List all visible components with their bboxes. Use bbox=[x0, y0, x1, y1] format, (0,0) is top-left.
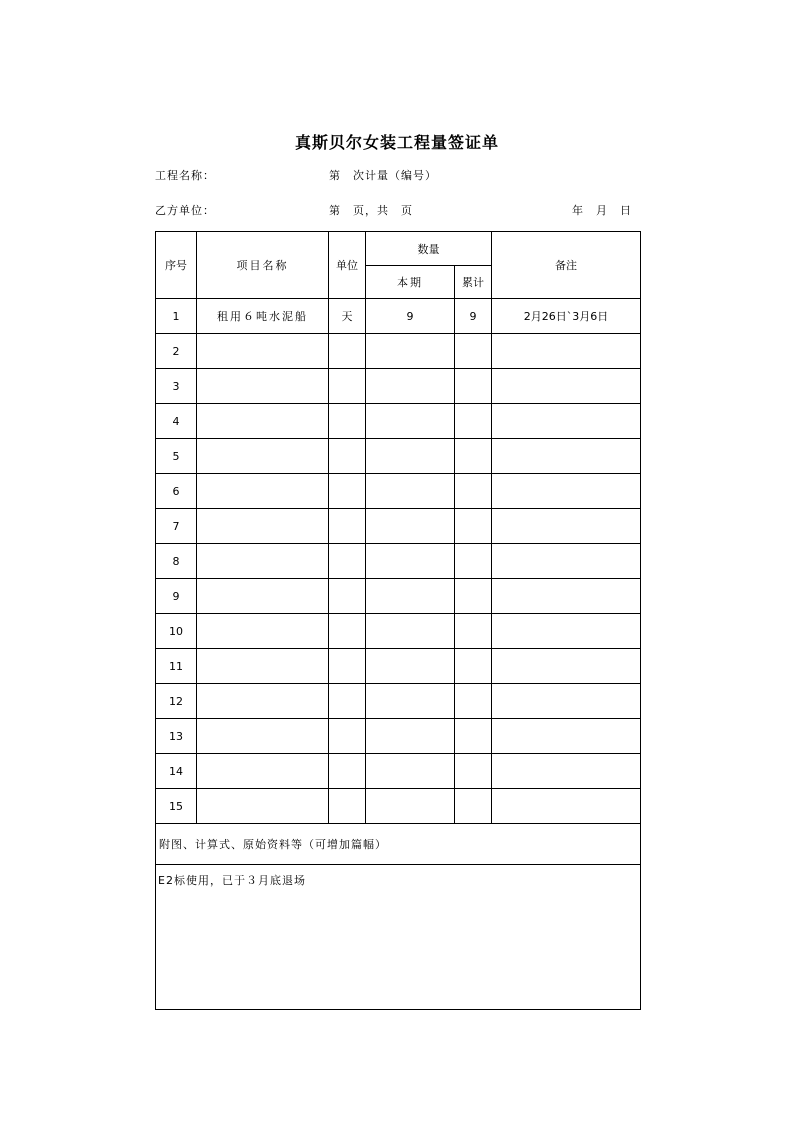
row-seq: 7 bbox=[156, 509, 197, 544]
row-unit bbox=[329, 439, 366, 474]
row-current bbox=[366, 684, 455, 719]
row-unit bbox=[329, 614, 366, 649]
table-row bbox=[156, 789, 641, 824]
row-item-name bbox=[197, 509, 329, 544]
row-unit bbox=[329, 789, 366, 824]
row-unit bbox=[329, 334, 366, 369]
row-unit bbox=[329, 754, 366, 789]
row-item-name bbox=[197, 649, 329, 684]
header-cumulative: 累计 bbox=[455, 266, 492, 299]
row-unit bbox=[329, 509, 366, 544]
header-item-name: 项目名称 bbox=[197, 232, 329, 299]
row-remarks: 2月26日`3月6日 bbox=[492, 299, 641, 334]
row-current bbox=[366, 404, 455, 439]
row-remarks bbox=[492, 404, 641, 439]
row-remarks bbox=[492, 334, 641, 369]
row-remarks bbox=[492, 614, 641, 649]
row-seq: 5 bbox=[156, 439, 197, 474]
row-item-name bbox=[197, 439, 329, 474]
row-seq: 9 bbox=[156, 579, 197, 614]
row-unit bbox=[329, 649, 366, 684]
row-current bbox=[366, 334, 455, 369]
table-row bbox=[156, 754, 641, 789]
project-name-label: 工程名称： bbox=[155, 169, 215, 182]
row-cumulative bbox=[455, 404, 492, 439]
row-cumulative: 9 bbox=[455, 299, 492, 334]
page-label: 第 页，共 页 bbox=[329, 204, 413, 217]
row-current: 9 bbox=[366, 299, 455, 334]
row-seq: 1 bbox=[156, 299, 197, 334]
row-current bbox=[366, 474, 455, 509]
row-item-name bbox=[197, 719, 329, 754]
row-cumulative bbox=[455, 474, 492, 509]
row-cumulative bbox=[455, 754, 492, 789]
row-cumulative bbox=[455, 579, 492, 614]
row-current bbox=[366, 439, 455, 474]
party-b-label: 乙方单位： bbox=[155, 204, 215, 217]
row-remarks bbox=[492, 719, 641, 754]
row-seq: 6 bbox=[156, 474, 197, 509]
table-row bbox=[156, 579, 641, 614]
row-cumulative bbox=[455, 439, 492, 474]
table-row bbox=[156, 299, 641, 334]
row-remarks bbox=[492, 439, 641, 474]
row-item-name: 租用６吨水泥船 bbox=[197, 299, 329, 334]
row-remarks bbox=[492, 544, 641, 579]
quantity-table bbox=[155, 231, 641, 1010]
row-seq: 11 bbox=[156, 649, 197, 684]
table-row bbox=[156, 334, 641, 369]
row-seq: 8 bbox=[156, 544, 197, 579]
row-remarks bbox=[492, 579, 641, 614]
row-unit bbox=[329, 579, 366, 614]
row-item-name bbox=[197, 614, 329, 649]
row-seq: 15 bbox=[156, 789, 197, 824]
header-current: 本期 bbox=[366, 266, 455, 299]
row-cumulative bbox=[455, 614, 492, 649]
row-current bbox=[366, 509, 455, 544]
header-remarks: 备注 bbox=[492, 232, 641, 299]
row-cumulative bbox=[455, 544, 492, 579]
row-cumulative bbox=[455, 789, 492, 824]
row-unit bbox=[329, 474, 366, 509]
attachments-row bbox=[156, 824, 641, 865]
row-seq: 10 bbox=[156, 614, 197, 649]
table-row bbox=[156, 474, 641, 509]
row-remarks bbox=[492, 754, 641, 789]
table-row bbox=[156, 649, 641, 684]
table-row bbox=[156, 684, 641, 719]
row-item-name bbox=[197, 754, 329, 789]
row-cumulative bbox=[455, 719, 492, 754]
row-seq: 4 bbox=[156, 404, 197, 439]
notes-row bbox=[156, 865, 641, 1010]
row-current bbox=[366, 649, 455, 684]
row-item-name bbox=[197, 369, 329, 404]
row-unit bbox=[329, 544, 366, 579]
table-row bbox=[156, 369, 641, 404]
row-item-name bbox=[197, 334, 329, 369]
document-title: 真斯贝尔女装工程量签证单 bbox=[294, 133, 499, 152]
row-cumulative bbox=[455, 684, 492, 719]
row-remarks bbox=[492, 509, 641, 544]
row-unit bbox=[329, 719, 366, 754]
row-cumulative bbox=[455, 369, 492, 404]
row-seq: 14 bbox=[156, 754, 197, 789]
row-remarks bbox=[492, 789, 641, 824]
row-item-name bbox=[197, 579, 329, 614]
row-remarks bbox=[492, 474, 641, 509]
attachments-label: 附图、计算式、原始资料等（可增加篇幅） bbox=[156, 824, 641, 865]
row-item-name bbox=[197, 789, 329, 824]
row-unit bbox=[329, 369, 366, 404]
row-item-name bbox=[197, 544, 329, 579]
table-row bbox=[156, 509, 641, 544]
row-current bbox=[366, 789, 455, 824]
row-remarks bbox=[492, 649, 641, 684]
header-seq: 序号 bbox=[156, 232, 197, 299]
row-seq: 12 bbox=[156, 684, 197, 719]
row-current bbox=[366, 614, 455, 649]
table-row bbox=[156, 404, 641, 439]
table-row bbox=[156, 544, 641, 579]
row-remarks bbox=[492, 369, 641, 404]
header-row bbox=[156, 232, 641, 266]
header-quantity: 数量 bbox=[366, 232, 492, 266]
calc-count-label: 第 次计量（编号） bbox=[329, 169, 437, 182]
row-seq: 3 bbox=[156, 369, 197, 404]
row-current bbox=[366, 579, 455, 614]
date-label: 年 月 日 bbox=[572, 204, 632, 217]
row-current bbox=[366, 754, 455, 789]
row-cumulative bbox=[455, 334, 492, 369]
row-current bbox=[366, 369, 455, 404]
row-remarks bbox=[492, 684, 641, 719]
row-item-name bbox=[197, 404, 329, 439]
row-unit bbox=[329, 404, 366, 439]
table-row bbox=[156, 719, 641, 754]
header-unit: 单位 bbox=[329, 232, 366, 299]
row-unit bbox=[329, 684, 366, 719]
row-cumulative bbox=[455, 649, 492, 684]
row-seq: 13 bbox=[156, 719, 197, 754]
row-current bbox=[366, 719, 455, 754]
table-row bbox=[156, 614, 641, 649]
row-cumulative bbox=[455, 509, 492, 544]
row-item-name bbox=[197, 474, 329, 509]
row-current bbox=[366, 544, 455, 579]
notes-text: E2标使用，已于３月底退场 bbox=[156, 865, 641, 1010]
row-seq: 2 bbox=[156, 334, 197, 369]
row-item-name bbox=[197, 684, 329, 719]
row-unit: 天 bbox=[329, 299, 366, 334]
table-row bbox=[156, 439, 641, 474]
